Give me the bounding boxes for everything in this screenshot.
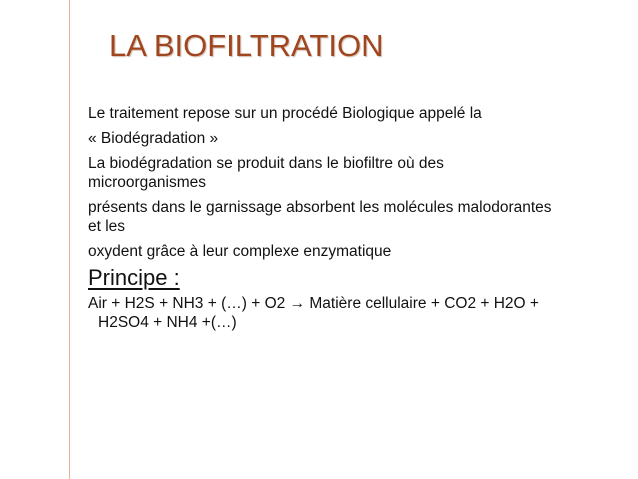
formula-line-2: H2SO4 + NH4 +(…)	[98, 314, 237, 331]
paragraph-line: et les	[88, 218, 126, 235]
paragraph-line: Le traitement repose sur un procédé Biologique appelé la	[88, 105, 482, 122]
paragraph-line: « Biodégradation »	[88, 130, 219, 147]
formula-line-1: Air + H2S + NH3 + (…) + O2 → Matière cellulaire + CO2 + H2O +	[88, 295, 539, 312]
slide-title: LA BIOFILTRATION	[109, 28, 384, 63]
paragraph-line: oxydent grâce à leur complexe enzymatique	[88, 243, 392, 260]
paragraph-line: La biodégradation se produit dans le biofiltre où des	[88, 155, 444, 172]
section-heading-principe: Principe :	[88, 265, 180, 290]
paragraph-line: présents dans le garnissage absorbent les molécules malodorantes	[88, 199, 552, 216]
left-accent-rule	[69, 0, 70, 479]
reaction-formula	[88, 294, 628, 332]
slide-body	[88, 104, 628, 332]
paragraph-line: microorganismes	[88, 174, 207, 191]
